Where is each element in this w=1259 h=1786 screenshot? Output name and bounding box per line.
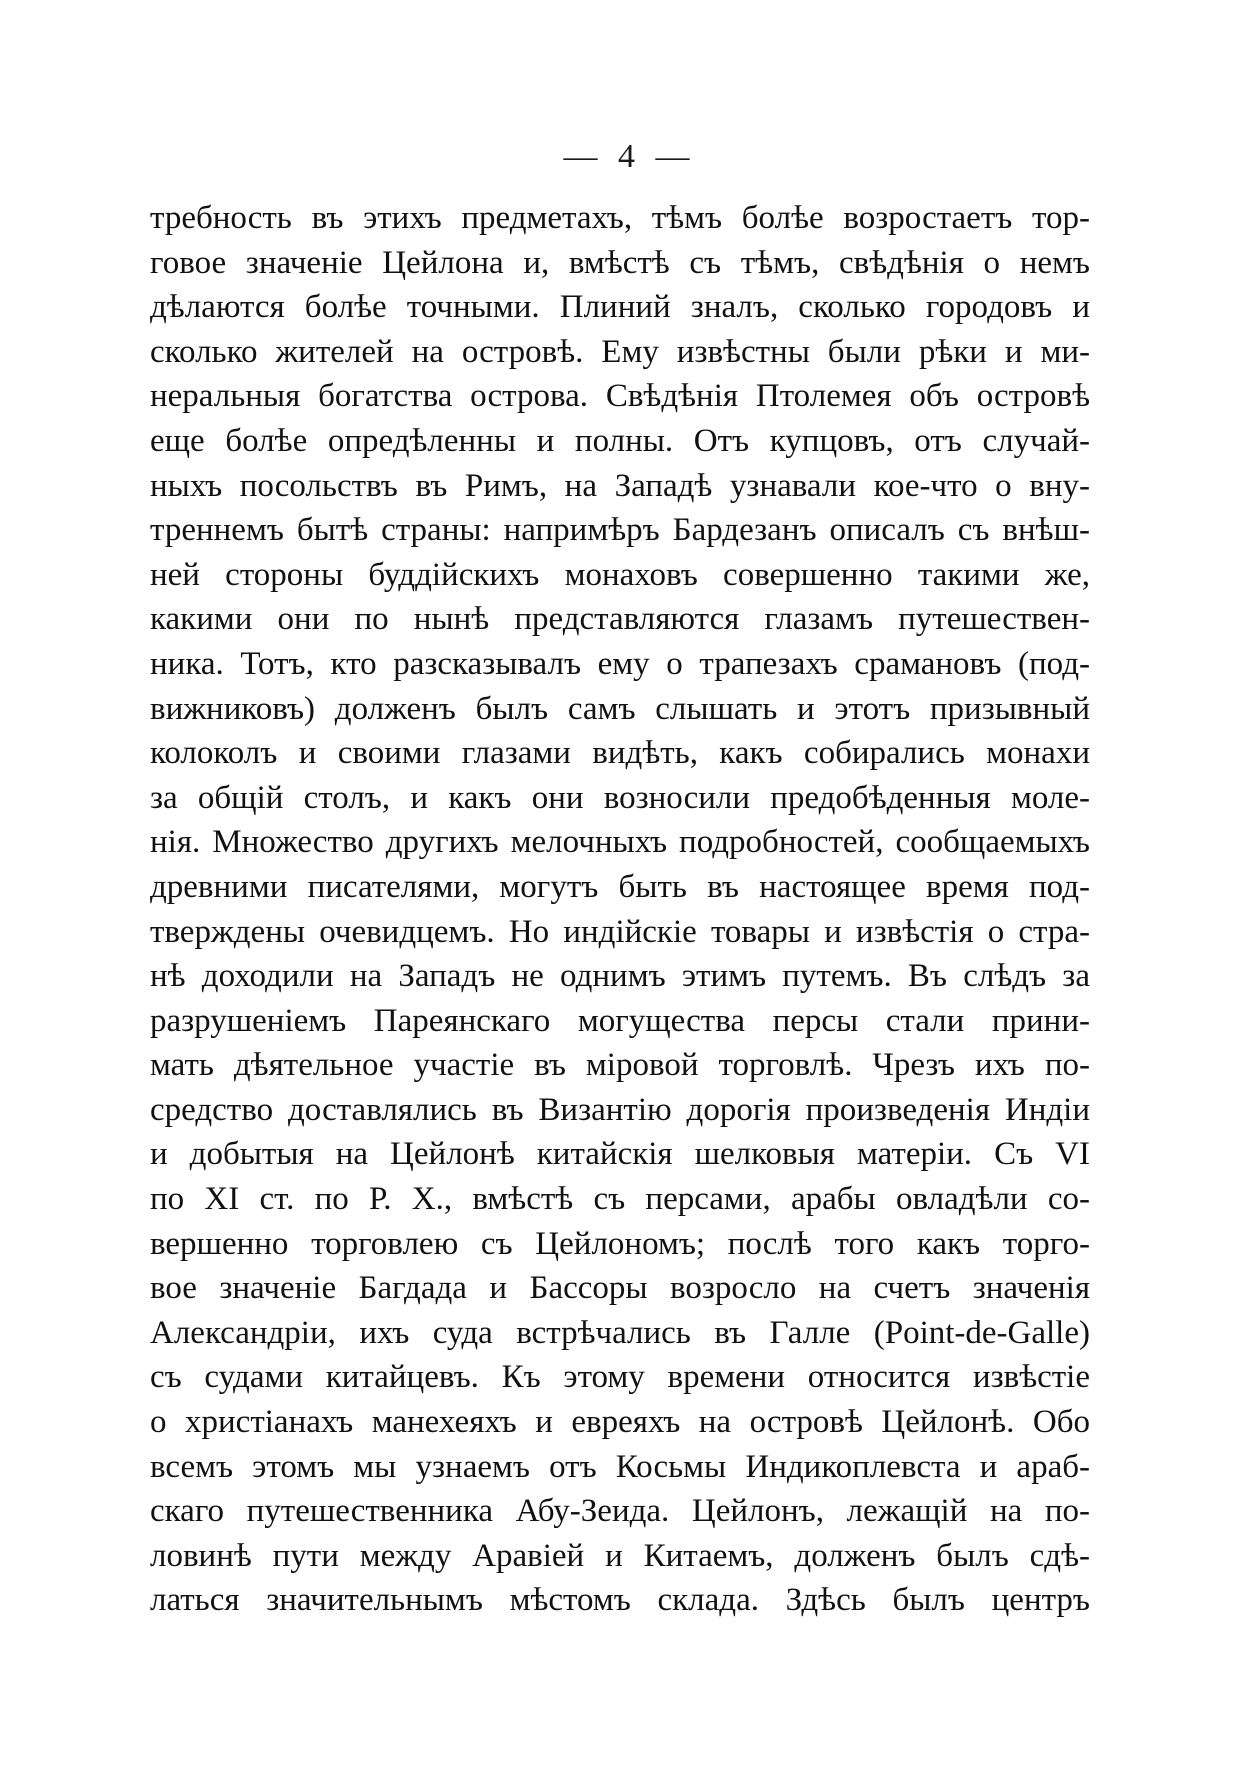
text-line: требность въ этихъ предметахъ, тѣмъ болѣе возростаетъ тор- xyxy=(150,200,1090,236)
text-line: ника. Тотъ, кто разсказывалъ ему о трапезахъ срамановъ (под- xyxy=(150,645,1090,682)
text-line: тверждены очевидцемъ. Но индiйскiе товары и извѣстiя о стра- xyxy=(150,913,1090,950)
text-line: ловинѣ пути между Аравiей и Китаемъ, долженъ былъ сдѣ- xyxy=(150,1537,1090,1574)
text-line: по XI ст. по Р. Х., вмѣстѣ съ персами, арабы овладѣли со- xyxy=(150,1181,1090,1218)
text-line: о христiанахъ манехеяхъ и евреяхъ на островѣ Цейлонѣ. Обо xyxy=(150,1404,1090,1441)
text-line: нѣ доходили на Западъ не однимъ этимъ путемъ. Въ слѣдъ за xyxy=(150,958,1090,995)
text-line: нiя. Множество другихъ мелочныхъ подробностей, сообщаемыхъ xyxy=(150,824,1090,861)
text-line: Александрiи, ихъ суда встрѣчались въ Галле (Point-de-Galle) xyxy=(150,1314,1090,1351)
text-line: неральныя богатства острова. Свѣдѣнiя Птолемея объ островѣ xyxy=(150,378,1090,415)
text-line: за общiй столъ, и какъ они возносили предобѣденныя моле- xyxy=(150,779,1090,816)
text-line: всемъ этомъ мы узнаемъ отъ Косьмы Индикоплевста и араб- xyxy=(150,1448,1090,1485)
text-line: скаго путешественника Абу-Зеида. Цейлонъ, лежащiй на по- xyxy=(150,1493,1090,1530)
text-line: средство доставлялись въ Византiю дорогiя произведенiя Индiи xyxy=(150,1091,1090,1128)
text-line: какими они по нынѣ представляются глазамъ путешествен- xyxy=(150,601,1090,638)
text-line: треннемъ бытѣ страны: напримѣръ Бардезанъ описалъ съ внѣш- xyxy=(150,512,1090,549)
text-line: ныхъ посольствъ въ Римъ, на Западѣ узнавали кое-что о вну- xyxy=(150,467,1090,504)
text-line: вижниковъ) долженъ былъ самъ слышать и этотъ призывный xyxy=(150,690,1090,727)
text-line: колоколъ и своими глазами видѣть, какъ собирались монахи xyxy=(150,735,1090,772)
text-line: вое значенiе Багдада и Бассоры возросло на счетъ значенiя xyxy=(150,1270,1090,1307)
page-number: — 4 — xyxy=(563,138,696,175)
text-line: дѣлаются болѣе точными. Плиний зналъ, сколько городовъ и xyxy=(150,289,1090,326)
text-line: вершенно торговлею съ Цейлономъ; послѣ того какъ торго- xyxy=(150,1225,1090,1262)
text-line: говое значенiе Цейлона и, вмѣстѣ съ тѣмъ, свѣдѣнiя о немъ xyxy=(150,244,1090,281)
text-line: разрушенiемъ Пареянскаго могущества персы стали прини- xyxy=(150,1002,1090,1039)
text-line: съ судами китайцевъ. Къ этому времени относится извѣстiе xyxy=(150,1359,1090,1396)
text-line: сколько жителей на островѣ. Ему извѣстны были рѣки и ми- xyxy=(150,333,1090,370)
text-line: латься значительнымъ мѣстомъ склада. Здѣсь былъ центръ xyxy=(150,1582,1090,1619)
text-line: древними писателями, могутъ быть въ настоящее время под- xyxy=(150,868,1090,905)
text-line: и добытыя на Цейлонѣ китайскiя шелковыя матерiи. Съ VI xyxy=(150,1136,1090,1173)
text-line: мать дѣятельное участiе въ мiровой торговлѣ. Чрезъ ихъ по- xyxy=(150,1047,1090,1084)
body-text xyxy=(150,196,1090,1623)
text-line: ней стороны буддiйскихъ монаховъ совершенно такими же, xyxy=(150,556,1090,593)
text-line: еще болѣе опредѣленны и полны. Отъ купцовъ, отъ случай- xyxy=(150,422,1090,459)
